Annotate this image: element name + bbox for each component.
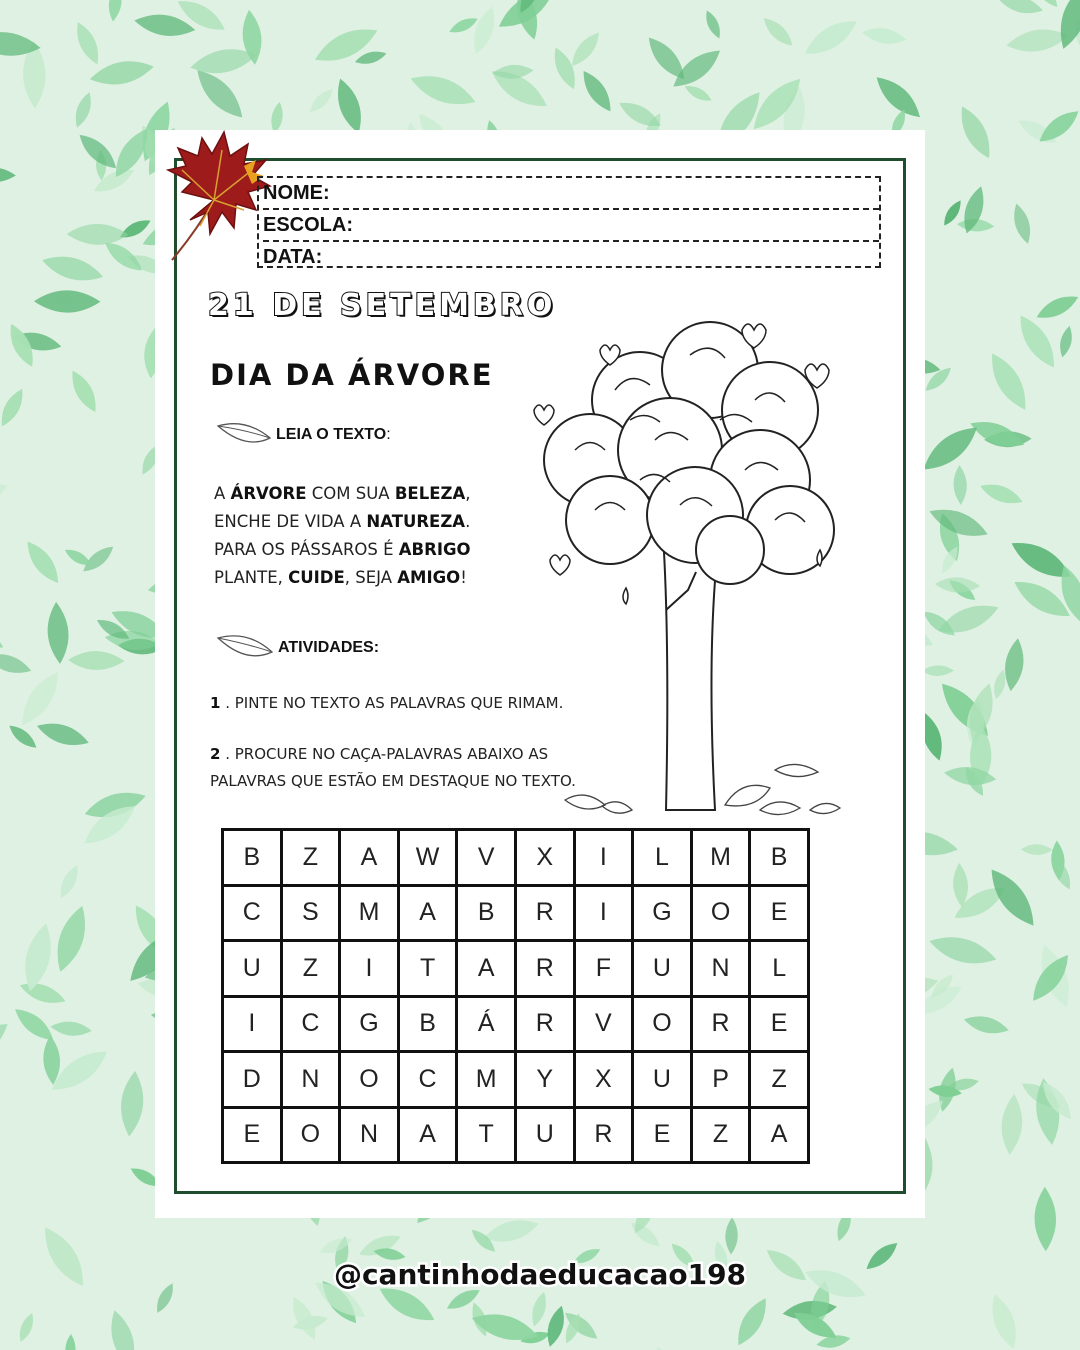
- poem-segment: ENCHE DE VIDA A: [214, 512, 367, 531]
- grid-cell[interactable]: I: [223, 996, 282, 1052]
- poem-highlight-word: NATUREZA: [366, 512, 466, 531]
- background-leaf: [71, 19, 105, 68]
- background-leaf: [49, 902, 93, 975]
- reading-heading: [216, 420, 391, 450]
- grid-cell[interactable]: S: [281, 885, 340, 941]
- background-leaf: [577, 67, 617, 116]
- background-leaf: [999, 1093, 1024, 1155]
- background-leaf: [983, 348, 1035, 415]
- grid-cell[interactable]: G: [340, 996, 399, 1052]
- background-leaf: [105, 1308, 141, 1350]
- school-field-label[interactable]: ESCOLA:: [263, 210, 879, 242]
- background-leaf: [107, 0, 124, 22]
- grid-row: [223, 885, 809, 941]
- grid-cell[interactable]: A: [340, 830, 399, 886]
- date-field-label[interactable]: DATA:: [263, 246, 323, 268]
- poem-segment: COM SUA: [306, 484, 395, 503]
- background-leaf: [1033, 290, 1080, 324]
- grid-cell[interactable]: R: [515, 885, 574, 941]
- background-leaf: [0, 167, 16, 183]
- grid-cell[interactable]: L: [750, 941, 809, 997]
- student-info-box: [257, 176, 881, 268]
- background-leaf: [1010, 202, 1035, 246]
- grid-cell[interactable]: I: [340, 941, 399, 997]
- grid-cell[interactable]: F: [574, 941, 633, 997]
- background-leaf: [800, 13, 862, 63]
- grid-cell[interactable]: X: [574, 1052, 633, 1108]
- activity-2-number: 2: [210, 745, 221, 763]
- background-leaf: [725, 1217, 739, 1255]
- grid-cell[interactable]: C: [281, 996, 340, 1052]
- poem-highlight-word: ÁRVORE: [230, 484, 307, 503]
- grid-cell[interactable]: M: [457, 1052, 516, 1108]
- background-leaf: [331, 76, 368, 137]
- background-leaf: [19, 921, 58, 994]
- background-leaf: [731, 1294, 774, 1350]
- background-leaf: [978, 479, 1026, 509]
- activity-2-text-line1: . PROCURE NO CAÇA-PALAVRAS ABAIXO AS: [220, 745, 549, 763]
- background-leaf: [6, 721, 40, 752]
- activity-1-number: 1: [210, 694, 221, 712]
- grid-cell[interactable]: E: [223, 1107, 282, 1163]
- grid-cell[interactable]: A: [398, 1107, 457, 1163]
- grid-cell[interactable]: P: [691, 1052, 750, 1108]
- background-leaf: [34, 290, 101, 313]
- grid-row: [223, 1052, 809, 1108]
- poem-highlight-word: AMIGO: [397, 568, 461, 587]
- grid-cell[interactable]: A: [750, 1107, 809, 1163]
- grid-cell[interactable]: B: [398, 996, 457, 1052]
- grid-cell[interactable]: I: [574, 885, 633, 941]
- grid-cell[interactable]: V: [574, 996, 633, 1052]
- grid-cell[interactable]: R: [515, 996, 574, 1052]
- background-leaf: [996, 0, 1045, 18]
- background-leaf: [88, 56, 156, 90]
- grid-cell[interactable]: Z: [691, 1107, 750, 1163]
- grid-cell[interactable]: N: [691, 941, 750, 997]
- background-leaf: [68, 651, 125, 671]
- grid-cell[interactable]: O: [633, 996, 692, 1052]
- grid-cell[interactable]: I: [574, 830, 633, 886]
- background-leaf: [354, 48, 388, 67]
- grid-cell[interactable]: A: [398, 885, 457, 941]
- grid-cell[interactable]: B: [750, 830, 809, 886]
- grid-row: [223, 941, 809, 997]
- background-leaf: [962, 1012, 1010, 1038]
- grid-cell[interactable]: Z: [750, 1052, 809, 1108]
- background-leaf: [528, 1290, 550, 1328]
- background-leaf: [985, 1291, 1022, 1350]
- grid-cell[interactable]: B: [457, 885, 516, 941]
- grid-cell[interactable]: M: [340, 885, 399, 941]
- grid-cell[interactable]: E: [633, 1107, 692, 1163]
- poem-line: [214, 536, 544, 564]
- grid-cell[interactable]: M: [691, 830, 750, 886]
- grid-cell[interactable]: R: [691, 996, 750, 1052]
- background-leaf: [926, 502, 992, 544]
- background-leaf: [682, 82, 713, 105]
- poem-line: [214, 480, 544, 508]
- background-leaf: [702, 8, 724, 40]
- grid-cell[interactable]: Y: [515, 1052, 574, 1108]
- background-leaf: [66, 224, 128, 245]
- background-leaf: [934, 597, 1002, 640]
- background-leaf: [34, 717, 91, 751]
- activities-heading: [216, 632, 379, 664]
- grid-cell[interactable]: V: [457, 830, 516, 886]
- background-leaf: [71, 90, 95, 129]
- grid-cell[interactable]: C: [398, 1052, 457, 1108]
- background-leaf: [468, 4, 500, 57]
- grid-cell[interactable]: E: [750, 996, 809, 1052]
- background-leaf: [0, 1015, 14, 1074]
- background-leaf: [66, 367, 102, 416]
- background-leaf: [1057, 325, 1075, 359]
- background-leaf: [934, 576, 980, 593]
- tree-illustration: [520, 310, 845, 825]
- poem-segment: ,: [465, 484, 471, 503]
- grid-cell[interactable]: Á: [457, 996, 516, 1052]
- grid-cell[interactable]: Z: [281, 830, 340, 886]
- word-search-grid: [221, 828, 810, 1164]
- background-leaf: [291, 0, 314, 1]
- page-title: DIA DA ÁRVORE: [210, 358, 494, 392]
- poem-segment: PLANTE,: [214, 568, 289, 587]
- poem-line: [214, 564, 544, 592]
- grid-cell[interactable]: U: [223, 941, 282, 997]
- grid-cell[interactable]: D: [223, 1052, 282, 1108]
- activities-label: ATIVIDADES:: [278, 639, 380, 656]
- grid-cell[interactable]: N: [281, 1052, 340, 1108]
- grid-cell[interactable]: R: [515, 941, 574, 997]
- background-leaf: [21, 536, 65, 588]
- grid-cell[interactable]: T: [457, 1107, 516, 1163]
- background-leaf: [16, 1311, 37, 1344]
- grid-cell[interactable]: O: [281, 1107, 340, 1163]
- leaf-bullet-icon: [216, 420, 272, 450]
- poem-highlight-word: BELEZA: [394, 484, 466, 503]
- grid-row: [223, 996, 809, 1052]
- activity-1-text: . PINTE NO TEXTO AS PALAVRAS QUE RIMAM.: [220, 694, 564, 712]
- background-leaf: [543, 1304, 569, 1349]
- background-leaf: [0, 477, 11, 513]
- grid-row: [223, 1107, 809, 1163]
- background-leaf: [922, 665, 954, 676]
- grid-cell[interactable]: E: [750, 885, 809, 941]
- poem-segment: PARA OS PÁSSAROS É: [214, 540, 399, 559]
- background-leaf: [926, 930, 999, 971]
- poem-segment: .: [465, 512, 471, 531]
- poem-highlight-word: ABRIGO: [398, 540, 471, 559]
- grid-cell[interactable]: T: [398, 941, 457, 997]
- poem-segment: !: [460, 568, 467, 587]
- grid-cell[interactable]: U: [515, 1107, 574, 1163]
- grid-cell[interactable]: O: [340, 1052, 399, 1108]
- background-leaf: [566, 28, 604, 70]
- grid-cell[interactable]: R: [574, 1107, 633, 1163]
- background-leaf: [50, 1020, 93, 1038]
- background-leaf: [17, 978, 68, 1009]
- grid-cell[interactable]: X: [515, 830, 574, 886]
- grid-cell[interactable]: O: [691, 885, 750, 941]
- date-title: 21 DE SETEMBRO: [208, 288, 557, 323]
- grid-row: [223, 830, 809, 886]
- background-leaf: [39, 250, 106, 287]
- social-handle: @cantinhodaeducacao198: [333, 1258, 747, 1291]
- activity-2-text-line2: PALAVRAS QUE ESTÃO EM DESTAQUE NO TEXTO.: [210, 772, 576, 790]
- background-leaf: [759, 13, 797, 50]
- grid-cell[interactable]: L: [633, 830, 692, 886]
- background-leaf: [1053, 0, 1080, 53]
- grid-cell[interactable]: N: [340, 1107, 399, 1163]
- grid-cell[interactable]: U: [633, 941, 692, 997]
- background-leaf: [649, 1343, 686, 1350]
- background-leaf: [953, 465, 968, 505]
- background-leaf: [953, 102, 997, 163]
- grid-cell[interactable]: Z: [281, 941, 340, 997]
- background-leaf: [1005, 25, 1071, 56]
- background-leaf: [1002, 637, 1027, 692]
- grid-cell[interactable]: G: [633, 885, 692, 941]
- grid-cell[interactable]: U: [633, 1052, 692, 1108]
- background-leaf: [65, 1334, 76, 1350]
- reading-label-colon: :: [386, 426, 391, 443]
- name-field-label[interactable]: NOME:: [263, 178, 879, 210]
- leaf-bullet-icon: [216, 632, 274, 664]
- background-leaf: [118, 1070, 146, 1138]
- background-leaf: [56, 863, 83, 901]
- background-leaf: [407, 68, 480, 113]
- grid-cell[interactable]: C: [223, 885, 282, 941]
- background-leaf: [0, 620, 7, 654]
- background-leaf: [14, 667, 67, 731]
- background-leaf: [1012, 310, 1063, 373]
- poem-segment: A: [214, 484, 231, 503]
- poem-line: [214, 508, 544, 536]
- poem-segment: , SEJA: [344, 568, 398, 587]
- poem-text: [214, 480, 544, 592]
- background-leaf: [861, 25, 907, 47]
- background-leaf: [1021, 844, 1053, 855]
- background-leaf: [46, 601, 71, 664]
- grid-cell[interactable]: A: [457, 941, 516, 997]
- grid-cell[interactable]: B: [223, 830, 282, 886]
- background-leaf: [0, 649, 34, 679]
- grid-cell[interactable]: W: [398, 830, 457, 886]
- reading-label: LEIA O TEXTO: [276, 426, 387, 443]
- poem-highlight-word: CUIDE: [288, 568, 345, 587]
- background-leaf: [1034, 1187, 1057, 1252]
- background-leaf: [0, 385, 28, 429]
- background-leaf: [306, 85, 336, 116]
